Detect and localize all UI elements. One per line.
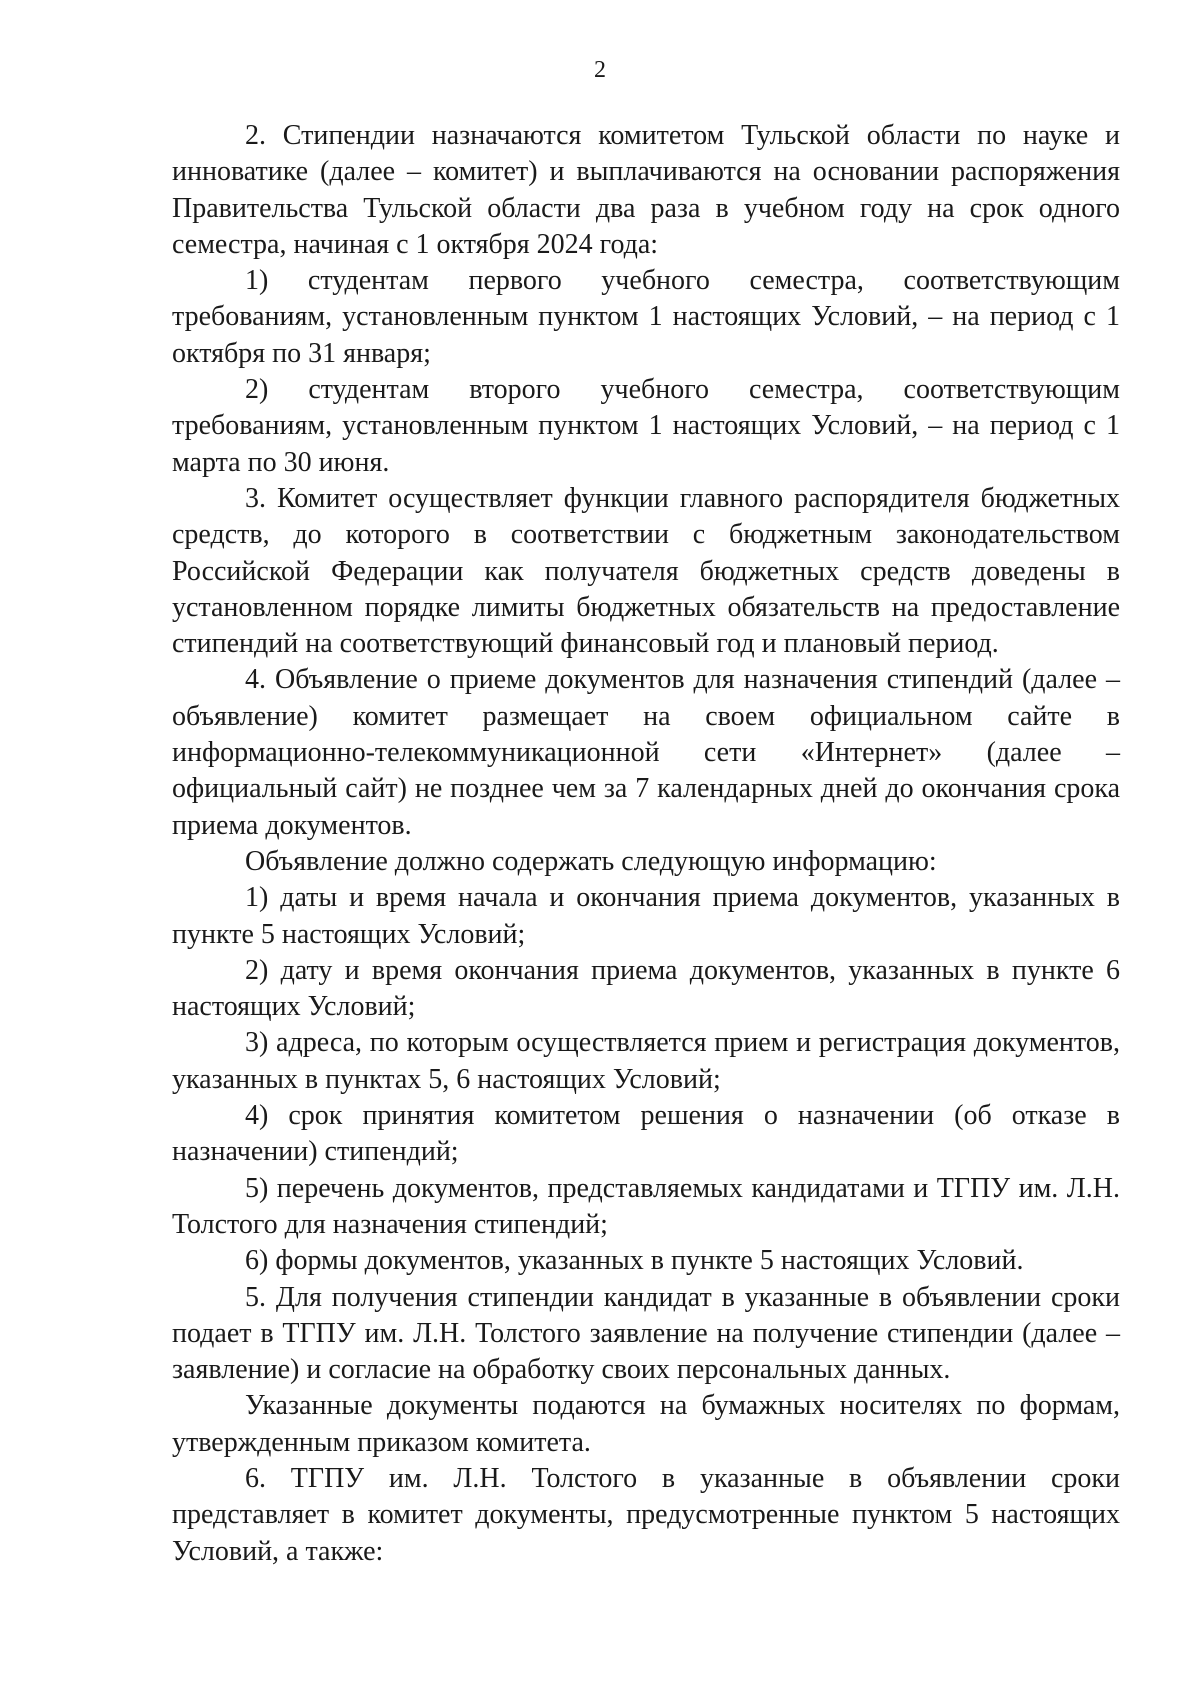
paragraph-4-announcement: 4. Объявление о приеме документов для назначения стипендий (далее – объявление) комитет размещает на своем официальном сайте в информационно-телекоммуникационной сети «Интернет» (далее – официальный сайт) не позднее чем за 7 календарных дней до окончания срока приема документов. <box>172 664 1120 841</box>
paragraph-4-item-1: 1) даты и время начала и окончания приема документов, указанных в пункте 5 настоящих Условий; <box>172 882 1120 950</box>
paragraph-4-item-4: 4) срок принятия комитетом решения о назначении (об отказе в назначении) стипендий; <box>172 1100 1120 1168</box>
paragraph-2-item-1: 1) студентам первого учебного семестра, соответствующим требованиям, установленным пунктом 1 настоящих Условий, – на период с 1 октября по 31 января; <box>172 265 1120 369</box>
paragraph-4-item-3: 3) адреса, по которым осуществляется прием и регистрация документов, указанных в пунктах 5, 6 настоящих Условий; <box>172 1027 1120 1095</box>
paragraph-4-item-2: 2) дату и время окончания приема документов, указанных в пункте 6 настоящих Условий; <box>172 954 1120 1023</box>
paragraph-5-application: 5. Для получения стипендии кандидат в указанные в объявлении сроки подает в ТГПУ им. Л.Н. Толстого заявление на получение стипендии (далее – заявление) и согласие на обработку своих персональных данных. <box>172 1281 1120 1386</box>
paragraph-3-committee-functions: 3. Комитет осуществляет функции главного распорядителя бюджетных средств, до которого в соответствии с бюджетным законодательством Российской Федерации как получателя бюджетных средств доведены в установленном порядке лимиты бюджетных обязательств на предоставление стипендий на соответствующий финансовый год и плановый период. <box>172 482 1120 660</box>
paragraph-4-item-5: 5) перечень документов, представляемых кандидатами и ТГПУ им. Л.Н. Толстого для назначения стипендий; <box>172 1172 1120 1240</box>
paragraph-6-university-submission: 6. ТГПУ им. Л.Н. Толстого в указанные в объявлении сроки представляет в комитет документы, предусмотренные пунктом 5 настоящих Условий, а также: <box>172 1462 1120 1567</box>
paragraph-4-item-6: 6) формы документов, указанных в пункте 5 настоящих Условий. <box>245 1245 1024 1277</box>
paragraph-4-announcement-contents: Объявление должно содержать следующую информацию: <box>245 845 937 877</box>
page-number: 2 <box>594 57 606 83</box>
paragraph-5-paper-forms: Указанные документы подаются на бумажных носителях по формам, утвержденным приказом комитета. <box>172 1390 1120 1458</box>
document-body <box>172 118 1120 1570</box>
paragraph-2-item-2: 2) студентам второго учебного семестра, соответствующим требованиям, установленным пунктом 1 настоящих Условий, – на период с 1 марта по 30 июня. <box>172 374 1120 478</box>
paragraph-2-stipend-assignment: 2. Стипендии назначаются комитетом Тульской области по науке и инноватике (далее – комитет) и выплачиваются на основании распоряжения Правительства Тульской области два раза в учебном году на срок одного семестра, начиная с 1 октября 2024 года: <box>172 120 1120 260</box>
